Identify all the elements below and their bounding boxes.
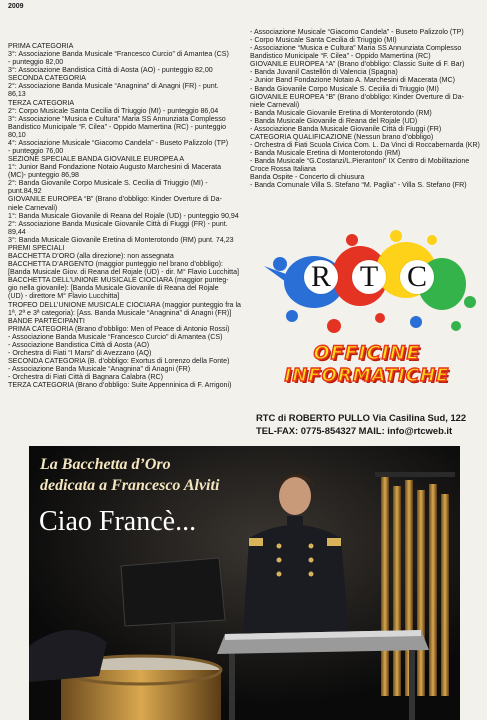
result-line: - Associazione Banda Musicale Giovanile Città di Fiuggi (FR) [250,124,442,133]
result-line: - Associazione “Musica e Cultura” Maria SS Annunziata Complesso [250,44,462,53]
result-line: Banda Ospite - Concerto di chiusura [250,173,365,182]
result-line: 80,10 [8,130,26,139]
result-line: TERZA CATEGORIA (Brano d’obbligo: Suite Appenninica di F. Arrigoni) [8,381,232,390]
result-line: Bandistico Municipale “F. Cilea” - Oppido Mamertina (RC) - punteggio [8,122,227,131]
result-line: BACCHETTA D’ARGENTO (maggior punteggio nel brano d’obbligo): [8,260,224,269]
result-line: 2°: Associazione Banda Musicale “Anagnina” di Anagni (FR) - punt. [8,82,219,91]
result-line: 2°: Corpo Musicale Santa Cecilia di Triuggio (MI) - punteggio 86,04 [8,106,219,115]
result-line: 3°: Associazione “Musica e Cultura” Maria SS Annunziata Complesso [8,114,226,123]
result-line: - Junior Band Fondazione Notaio A. Marchesini di Macerata (MC) [250,76,456,85]
ad-address: RTC di ROBERTO PULLO Via Casilina Sud, 122 [256,412,467,423]
result-line: PRIMA CATEGORIA (Brano d’obbligo: Men of Peace di Antonio Rossi) [8,324,230,333]
ad-slogan-informatiche: INFORMATICHE [284,365,450,386]
result-line: 1°: Banda Musicale Giovanile di Reana del Rojale (UD) - punteggio 90,94 [8,211,239,220]
results-column-left [8,42,244,389]
result-line: SECONDA CATEGORIA [8,74,86,83]
rtc-letters [304,260,434,294]
ad-contact-block [256,411,486,437]
result-line: - Associazione Musicale “Giacomo Candela” - Buseto Palizzolo (TP) [250,28,464,36]
tribute-photo [29,446,460,720]
result-line: - Banda Musicale Giovanile Eretina di Monterotondo (RM) [250,108,432,117]
result-line: 1ª, 2ª e 3ª categoria): [Ass. Banda Musicale “Anagnina” di Anagni (FR)] [8,308,232,317]
result-line: - Banda Giovanile Corpo Musicale S. Cecilia di Triuggio (MI) [250,84,439,93]
result-line: BACCHETTA D’ORO (alla direzione): non assegnata [8,252,174,261]
result-line: - Associazione Banda Musicale “Francesco Curcio” di Amantea (CS) [8,332,223,341]
result-line: PRIMA CATEGORIA [8,42,74,50]
result-line: - Banda Musicale Giovanile di Reana del Rojale (UD) [250,116,418,125]
result-line: 2°: Associazione Banda Musicale Giovanile Città di Fiuggi (FR) - punt. [8,219,228,228]
result-line: - Banda Musicale Eretina di Monterotondo (RM) [250,149,401,158]
result-line: SEZIONE SPECIALE BANDA GIOVANILE EUROPEA A [8,155,185,164]
result-line: GIOVANILE EUROPEA “A” (Brano d’obbligo: Classic Suite di F. Bar) [250,60,465,69]
result-line: niele Carnevali) [8,203,58,212]
result-line: 3°: Banda Musicale Giovanile Eretina di Monterotondo (RM) punt. 74,23 [8,235,234,244]
result-line: - punteggio 82,00 [8,58,64,67]
rtc-letter-t: T [352,260,386,294]
result-line: [Banda Musicale Giov. di Reana del Rojale (UD) - dir. M° Flavio Lucchitta] [8,268,239,277]
ad-slogan-officine: OFFICINE [313,342,421,364]
result-line: Bandistico Municipale “F. Cilea” - Oppido Mamertina (RC) [250,52,431,61]
photo-caption-line2: dedicata a Francesco Alviti [40,477,220,494]
result-line: 4°: Associazione Musicale “Giacomo Candela” - Buseto Palizzolo (TP) [8,138,229,147]
results-column-right [250,28,480,190]
result-line: 86,13 [8,90,26,99]
result-line: Croce Rossa Italiana [250,165,316,174]
result-line: - Associazione Banda Musicale “Anagnina” di Anagni (FR) [8,365,191,374]
result-line: - Orchestra di Fiati Città di Bagnara Calabra (RC) [8,373,163,382]
result-line: - Banda Musicale “G.Costanzi/L.Pierantoni” IX Centro di Mobilitazione [250,157,470,166]
result-line: PREMI SPECIALI [8,243,65,252]
result-line: (UD) - direttore M° Flavio Lucchitta] [8,292,120,301]
result-line: CATEGORIA QUALIFICAZIONE (Nessun brano d’obbligo) [250,133,434,142]
result-line: - Corpo Musicale Santa Cecilia di Triuggio (MI) [250,36,397,45]
result-line: SECONDA CATEGORIA (B. d’obbligo: Exortus di Lorenzo della Fonte) [8,357,230,366]
result-line: GIOVANILE EUROPEA “B” (Brano d’obbligo: Kinder Overture di Da- [250,92,464,101]
result-line: BACCHETTA DELL’UNIONE MUSICALE CIOCIARA (maggior punteg- [8,276,229,285]
result-line: TROFEO DELL’UNIONE MUSICALE CIOCIARA (maggior punteggio fra la [8,300,241,309]
rtc-letter-r: R [304,260,338,294]
result-line: 3°: Associazione Bandistica Città di Aosta (AO) - punteggio 82,00 [8,66,213,75]
result-line: (MC)- punteggio 86,98 [8,171,79,180]
photo-caption-line1: La Bacchetta d’Oro [40,456,171,473]
photo-headline: Ciao Francè... [39,506,197,537]
page-year: 2009 [8,3,24,10]
ad-phone-mail: TEL-FAX: 0775-854327 MAIL: info@rtcweb.it [256,425,453,436]
result-line: niele Carnevali) [250,100,300,109]
result-line: gio nella giovanile): [Banda Musicale Giovanile di Reana del Rojale [8,284,219,293]
result-line: 3°: Associazione Banda Musicale “Francesco Curcio” di Amantea (CS) [8,50,229,59]
result-line: punt.84,92 [8,187,42,196]
result-line: - punteggio 76,00 [8,147,64,156]
result-line: - Banda Juvanil Castellón di Valencia (Spagna) [250,68,398,77]
rtc-letter-c: C [400,260,434,294]
result-line: GIOVANILE EUROPEA “B” (Brano d’obbligo: Kinder Overture di Da- [8,195,222,204]
result-line: 1°: Junior Band Fondazione Notaio Augusto Marchesini di Macerata [8,163,222,172]
result-line: - Orchestra di Fiati Scuola Civica Com. L. Da Vinci di Roccabernarda (KR) [250,141,480,150]
result-line: - Associazione Bandistica Città di Aosta (AO) [8,340,150,349]
rtc-ad-logo [256,230,478,408]
result-line: - Orchestra di Fiati “I Marsi” di Avezzano (AQ) [8,348,152,357]
result-line: 89,44 [8,227,26,236]
result-line: TERZA CATEGORIA [8,98,75,107]
result-line: BANDE PARTECIPANTI [8,316,85,325]
result-line: - Banda Comunale Villa S. Stefano “M. Paglia” - Villa S. Stefano (FR) [250,181,467,190]
result-line: 2°: Banda Giovanile Corpo Musicale S. Cecilia di Triuggio (MI) - [8,179,208,188]
